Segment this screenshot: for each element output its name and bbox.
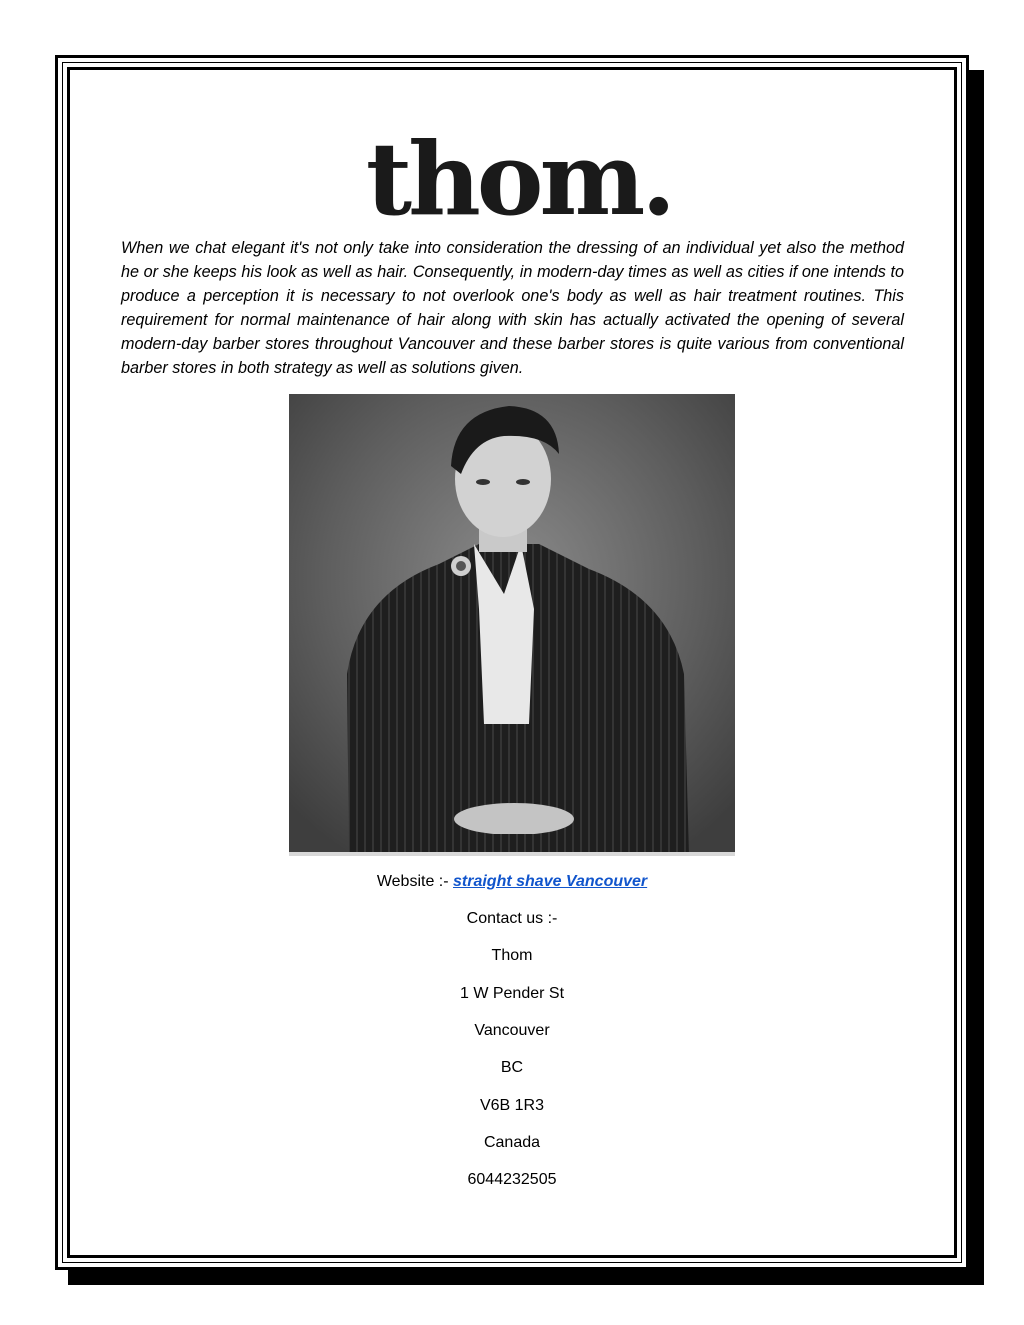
contact-heading: Contact us :- — [466, 910, 558, 927]
contact-postal-code: V6B 1R3 — [479, 1097, 545, 1114]
contact-country: Canada — [483, 1134, 541, 1151]
model-photo-illustration — [289, 394, 735, 856]
contact-phone: 6044232505 — [467, 1171, 557, 1188]
contact-street: 1 W Pender St — [459, 985, 565, 1002]
article-paragraph: When we chat elegant it's not only take into consideration the dressing of an individual yet also the method he or she keeps his look as well as hair. Consequently, in modern-day times as well as cities if one intends to produce a perception it is necessary to not overlook one's body as well as hair treatment routines. This requirement for normal maintenance of hair along with skin has actually activated the opening of several modern-day barber stores throughout Vancouver and these barber stores is quite various from conventional barber stores in both strategy as well as solutions given. — [121, 239, 904, 377]
contact-city: Vancouver — [474, 1022, 550, 1039]
contact-province: BC — [500, 1059, 524, 1076]
contact-name: Thom — [491, 947, 533, 964]
website-label: Website :- — [376, 873, 453, 890]
logo-text: thom. — [365, 120, 673, 238]
website-line — [0, 872, 1024, 892]
thom-logo — [365, 108, 673, 238]
website-link[interactable]: straight shave Vancouver — [453, 873, 648, 890]
model-photo — [289, 394, 735, 856]
